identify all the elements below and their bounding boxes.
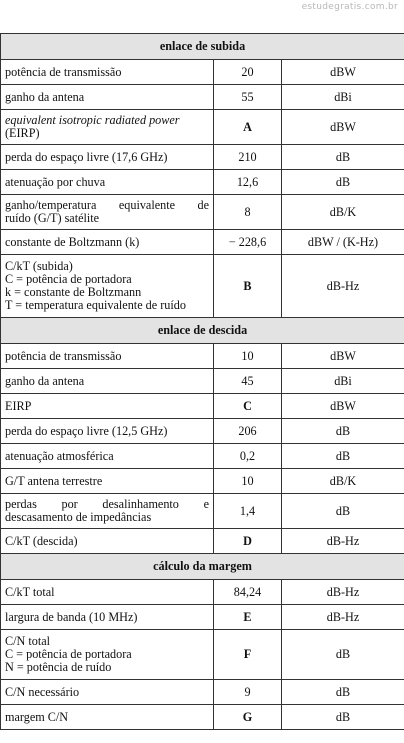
- row-unit: dBi: [282, 85, 404, 110]
- row-label-text: margem C/N: [5, 709, 69, 724]
- table-row: [1, 344, 404, 369]
- row-label-text: C = potência de portadora: [5, 647, 132, 662]
- row-unit: dB-Hz: [282, 605, 404, 630]
- row-label-text: (EIRP): [5, 126, 40, 140]
- row-label-text: N = potência de ruído: [5, 659, 112, 674]
- row-label-text: C/kT total: [5, 584, 55, 599]
- row-value: 55: [214, 85, 282, 110]
- row-label-text: C/N necessário: [5, 684, 80, 699]
- row-unit: dB: [282, 419, 404, 444]
- row-label: [1, 394, 214, 419]
- row-label: [1, 110, 214, 145]
- row-label: [1, 369, 214, 394]
- section-header-row: [1, 318, 404, 344]
- row-value: G: [214, 705, 282, 730]
- row-label-text: C/kT (descida): [5, 533, 78, 548]
- row-label: [1, 145, 214, 170]
- row-label-text: k = constante de Boltzmann: [5, 285, 142, 299]
- row-label: [1, 630, 214, 680]
- row-unit: dB: [282, 705, 404, 730]
- row-label-text: C/N total: [5, 634, 51, 649]
- row-label-text: descasamento de impedâncias: [5, 510, 152, 524]
- row-value: F: [214, 630, 282, 680]
- row-label-text: EIRP: [5, 398, 32, 413]
- table-row: [1, 630, 404, 680]
- row-value: D: [214, 529, 282, 554]
- row-label: [1, 85, 214, 110]
- row-value: 1,4: [214, 494, 282, 529]
- row-label-text: ruído (G/T) satélite: [5, 211, 100, 225]
- table-row: [1, 255, 404, 318]
- row-value: 210: [214, 145, 282, 170]
- row-unit: dB: [282, 630, 404, 680]
- row-value: C: [214, 394, 282, 419]
- row-unit: dB-Hz: [282, 255, 404, 318]
- row-label: [1, 605, 214, 630]
- row-label-text: potência de transmissão: [5, 64, 122, 79]
- row-unit: dB/K: [282, 195, 404, 230]
- row-value: 45: [214, 369, 282, 394]
- row-label: [1, 419, 214, 444]
- row-unit: dBW: [282, 394, 404, 419]
- row-value: − 228,6: [214, 230, 282, 255]
- watermark: estudegratis.com.br: [301, 2, 398, 12]
- row-value: 12,6: [214, 170, 282, 195]
- row-label: [1, 680, 214, 705]
- row-label-text: G/T antena terrestre: [5, 473, 103, 488]
- row-label: [1, 469, 214, 494]
- row-label-text: atenuação atmosférica: [5, 448, 114, 463]
- table-row: [1, 60, 404, 85]
- row-unit: dBi: [282, 369, 404, 394]
- row-unit: dBW: [282, 110, 404, 145]
- row-label: [1, 255, 214, 318]
- row-label-text: ganho da antena: [5, 89, 85, 104]
- row-label: [1, 195, 214, 230]
- table-row: [1, 394, 404, 419]
- table-row: [1, 170, 404, 195]
- row-unit: dB/K: [282, 469, 404, 494]
- table-row: [1, 605, 404, 630]
- row-unit: dBW: [282, 344, 404, 369]
- row-unit: dB: [282, 494, 404, 529]
- row-label-text: atenuação por chuva: [5, 174, 106, 189]
- table-row: [1, 529, 404, 554]
- row-label: [1, 705, 214, 730]
- row-label: [1, 230, 214, 255]
- row-value: 84,24: [214, 580, 282, 605]
- row-label-text: equivalent isotropic radiated power: [5, 113, 180, 128]
- row-value: E: [214, 605, 282, 630]
- row-label-text: ganho da antena: [5, 373, 85, 388]
- link-budget-table: [0, 33, 404, 730]
- row-value: 206: [214, 419, 282, 444]
- table-row: [1, 580, 404, 605]
- row-label-text: potência de transmissão: [5, 348, 122, 363]
- row-unit: dB-Hz: [282, 580, 404, 605]
- row-label-text: ganho/temperatura equivalente de: [5, 198, 209, 213]
- table-row: [1, 419, 404, 444]
- row-unit: dBW: [282, 60, 404, 85]
- row-unit: dB: [282, 444, 404, 469]
- table-row: [1, 369, 404, 394]
- table-row: [1, 705, 404, 730]
- row-label: [1, 580, 214, 605]
- section-header-uplink: enlace de subida: [1, 34, 404, 60]
- row-value: 10: [214, 344, 282, 369]
- section-header-downlink: enlace de descida: [1, 318, 404, 344]
- row-unit: dB: [282, 170, 404, 195]
- table-row: [1, 680, 404, 705]
- row-label-text: perda do espaço livre (17,6 GHz): [5, 149, 168, 164]
- table-row: [1, 85, 404, 110]
- section-header-row: [1, 554, 404, 580]
- row-value: 8: [214, 195, 282, 230]
- row-value: 0,2: [214, 444, 282, 469]
- row-label-text: constante de Boltzmann (k): [5, 234, 140, 249]
- table-row: [1, 494, 404, 529]
- table-row: [1, 469, 404, 494]
- row-value: 10: [214, 469, 282, 494]
- table-row: [1, 195, 404, 230]
- table-row: [1, 230, 404, 255]
- row-label: [1, 344, 214, 369]
- row-label-text: C = potência de portadora: [5, 272, 132, 287]
- row-value: A: [214, 110, 282, 145]
- row-label-text: perdas por desalinhamento e: [5, 497, 209, 512]
- section-header-row: [1, 34, 404, 60]
- table-row: [1, 145, 404, 170]
- row-label-text: C/kT (subida): [5, 259, 73, 274]
- row-label-text: T = temperatura equivalente de ruído: [5, 297, 186, 312]
- table-row: [1, 110, 404, 145]
- row-unit: dBW / (K-Hz): [282, 230, 404, 255]
- row-label-text: perda do espaço livre (12,5 GHz): [5, 423, 168, 438]
- row-label: [1, 494, 214, 529]
- row-value: 20: [214, 60, 282, 85]
- row-unit: dB-Hz: [282, 529, 404, 554]
- row-label: [1, 444, 214, 469]
- row-label: [1, 529, 214, 554]
- row-label-text: largura de banda (10 MHz): [5, 609, 138, 624]
- row-label: [1, 170, 214, 195]
- row-unit: dB: [282, 680, 404, 705]
- table-row: [1, 444, 404, 469]
- row-value: B: [214, 255, 282, 318]
- row-value: 9: [214, 680, 282, 705]
- row-unit: dB: [282, 145, 404, 170]
- row-label: [1, 60, 214, 85]
- section-header-margin: cálculo da margem: [1, 554, 404, 580]
